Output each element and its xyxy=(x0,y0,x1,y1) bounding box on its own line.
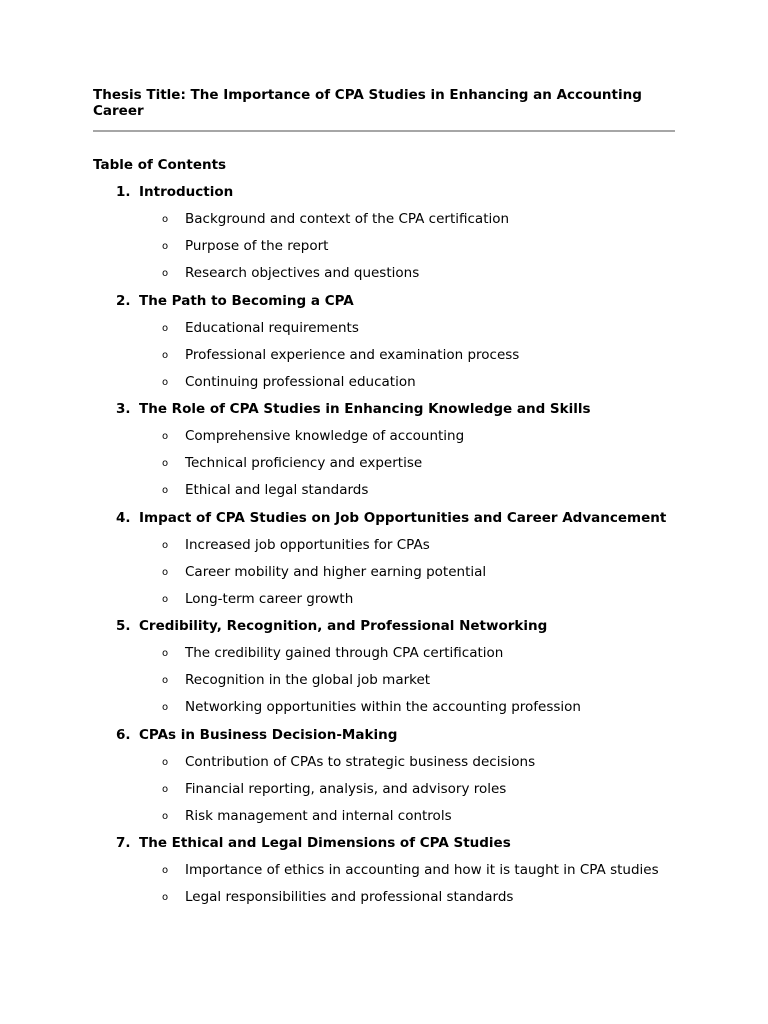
section-heading xyxy=(93,510,675,527)
subsection-text: Financial reporting, analysis, and advisory roles xyxy=(185,780,507,797)
subsection-text: Networking opportunities within the accounting profession xyxy=(185,699,581,715)
subsection-text: The credibility gained through CPA certification xyxy=(185,645,504,661)
list-item xyxy=(93,265,675,282)
section-title: CPAs in Business Decision-Making xyxy=(139,726,398,743)
toc-section xyxy=(93,510,675,608)
list-item xyxy=(93,591,675,608)
subsection-text: Professional experience and examination process xyxy=(185,346,520,363)
toc-section xyxy=(93,401,675,499)
subsection-text: Career mobility and higher earning potential xyxy=(185,563,487,580)
thesis-title: Thesis Title: The Importance of CPA Studies in Enhancing an Accounting Career xyxy=(93,87,642,119)
circle-bullet-icon xyxy=(93,320,185,337)
section-number: 2. xyxy=(116,292,131,309)
section-number: 6. xyxy=(116,726,131,743)
circle-bullet-icon xyxy=(93,781,185,798)
list-item xyxy=(93,374,675,391)
list-item xyxy=(93,672,675,689)
subsection-text: Continuing professional education xyxy=(185,373,416,390)
subsection-list xyxy=(93,320,675,391)
subsection-text: Importance of ethics in accounting and how it is taught in CPA studies xyxy=(185,862,659,878)
circle-bullet-icon xyxy=(93,591,185,608)
section-heading xyxy=(93,293,675,310)
circle-bullet-icon xyxy=(93,455,185,472)
subsection-text: Ethical and legal standards xyxy=(185,482,369,498)
section-number: 4. xyxy=(116,509,131,526)
subsection-list xyxy=(93,211,675,282)
list-item xyxy=(93,537,675,554)
subsection-text: Background and context of the CPA certification xyxy=(185,211,510,227)
subsection-list xyxy=(93,537,675,608)
circle-bullet-icon xyxy=(93,645,185,662)
subsection-list xyxy=(93,645,675,716)
section-title: Credibility, Recognition, and Professional Networking xyxy=(139,618,548,634)
document-page xyxy=(93,87,675,917)
subsection-text: Increased job opportunities for CPAs xyxy=(185,536,430,553)
subsection-list xyxy=(93,428,675,499)
subsection-text: Contribution of CPAs to strategic business decisions xyxy=(185,753,536,770)
subsection-text: Comprehensive knowledge of accounting xyxy=(185,428,465,444)
list-item xyxy=(93,645,675,662)
circle-bullet-icon xyxy=(93,537,185,554)
toc-section xyxy=(93,184,675,282)
list-item xyxy=(93,455,675,472)
list-item xyxy=(93,238,675,255)
toc-section xyxy=(93,835,675,906)
circle-bullet-icon xyxy=(93,672,185,689)
list-item xyxy=(93,781,675,798)
subsection-text: Legal responsibilities and professional standards xyxy=(185,889,514,905)
list-item xyxy=(93,889,675,906)
circle-bullet-icon xyxy=(93,564,185,581)
table-of-contents xyxy=(93,184,675,906)
list-item xyxy=(93,482,675,499)
list-item xyxy=(93,347,675,364)
section-number: 3. xyxy=(116,401,131,417)
section-heading xyxy=(93,618,675,635)
circle-bullet-icon xyxy=(93,482,185,499)
list-item xyxy=(93,699,675,716)
circle-bullet-icon xyxy=(93,374,185,391)
subsection-text: Recognition in the global job market xyxy=(185,672,431,688)
section-title: The Role of CPA Studies in Enhancing Knowledge and Skills xyxy=(139,401,591,417)
list-item xyxy=(93,754,675,771)
circle-bullet-icon xyxy=(93,428,185,445)
toc-section xyxy=(93,618,675,716)
list-item xyxy=(93,564,675,581)
circle-bullet-icon xyxy=(93,347,185,364)
list-item xyxy=(93,428,675,445)
subsection-text: Risk management and internal controls xyxy=(185,807,452,824)
list-item xyxy=(93,211,675,228)
circle-bullet-icon xyxy=(93,699,185,716)
section-title: Impact of CPA Studies on Job Opportunities and Career Advancement xyxy=(139,509,667,526)
circle-bullet-icon xyxy=(93,862,185,879)
section-number: 1. xyxy=(116,184,131,200)
section-heading xyxy=(93,184,675,201)
subsection-text: Purpose of the report xyxy=(185,238,329,254)
section-number: 7. xyxy=(116,835,131,851)
subsection-text: Technical proficiency and expertise xyxy=(185,455,423,471)
section-title: The Ethical and Legal Dimensions of CPA Studies xyxy=(139,835,511,851)
subsection-text: Educational requirements xyxy=(185,319,359,336)
toc-heading: Table of Contents xyxy=(93,157,227,173)
toc-section xyxy=(93,727,675,825)
circle-bullet-icon xyxy=(93,889,185,906)
circle-bullet-icon xyxy=(93,754,185,771)
section-heading xyxy=(93,401,675,418)
subsection-text: Research objectives and questions xyxy=(185,265,420,281)
toc-section xyxy=(93,293,675,391)
circle-bullet-icon xyxy=(93,808,185,825)
subsection-list xyxy=(93,754,675,825)
circle-bullet-icon xyxy=(93,238,185,255)
section-heading xyxy=(93,727,675,744)
circle-bullet-icon xyxy=(93,211,185,228)
title-divider xyxy=(93,130,675,132)
section-number: 5. xyxy=(116,618,131,634)
list-item xyxy=(93,862,675,879)
subsection-list xyxy=(93,862,675,906)
section-title: Introduction xyxy=(139,184,234,200)
section-heading xyxy=(93,835,675,852)
subsection-text: Long-term career growth xyxy=(185,590,354,607)
list-item xyxy=(93,320,675,337)
list-item xyxy=(93,808,675,825)
section-title: The Path to Becoming a CPA xyxy=(139,292,354,309)
circle-bullet-icon xyxy=(93,265,185,282)
